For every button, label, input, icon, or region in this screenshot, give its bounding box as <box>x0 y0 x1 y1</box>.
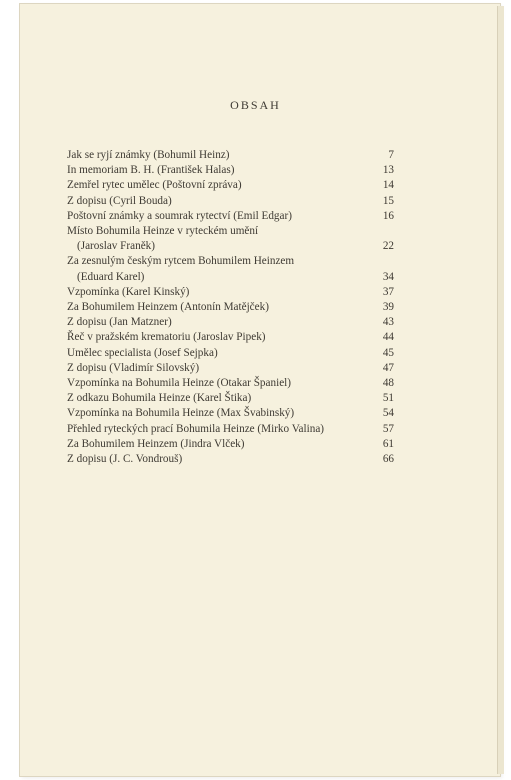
toc-entry-page: 43 <box>382 316 394 329</box>
toc-entry-title-continued: (Jaroslav Franěk) <box>77 240 155 253</box>
toc-entry-page: 39 <box>382 301 394 314</box>
toc-entry-title: Řeč v pražském krematoriu (Jaroslav Pipek) <box>67 331 266 344</box>
toc-entry <box>67 285 394 300</box>
toc-entry <box>67 209 394 224</box>
toc-entry-page: 54 <box>382 407 394 420</box>
toc-entry <box>67 315 394 330</box>
toc-entry-title: Jak se ryjí známky (Bohumil Heinz) <box>67 149 230 161</box>
toc-entry-page: 13 <box>382 164 394 177</box>
toc-entry <box>67 406 394 421</box>
toc-entry-page: 57 <box>382 422 394 435</box>
page-title: OBSAH <box>230 98 281 112</box>
toc-entry-title: Z dopisu (Cyril Bouda) <box>67 194 172 207</box>
toc-entry-title: Za Bohumilem Heinzem (Jindra Vlček) <box>67 437 245 450</box>
toc-entry <box>67 224 394 254</box>
toc-entry <box>67 452 394 467</box>
toc-entry-page: 44 <box>382 331 394 344</box>
toc-entry-title: Vzpomínka na Bohumila Heinze (Otakar Španiel) <box>67 377 291 390</box>
paper-edge <box>497 6 504 774</box>
toc-entry-title: Poštovní známky a soumrak rytectví (Emil Edgar) <box>67 209 292 222</box>
toc-entry-title-continued: (Eduard Karel) <box>77 270 145 283</box>
toc-entry <box>67 178 394 193</box>
toc-entry-title: Zemřel rytec umělec (Poštovní zpráva) <box>67 179 242 192</box>
toc-entry-page: 22 <box>382 240 394 253</box>
toc-entry-title-group <box>67 224 258 254</box>
toc-entry-title: In memoriam B. H. (František Halas) <box>67 164 235 177</box>
table-of-contents <box>67 148 394 467</box>
toc-entry <box>67 330 394 345</box>
toc-entry-title: Místo Bohumila Heinze v ryteckém umění <box>67 225 259 238</box>
toc-entry-title: Z dopisu (Vladimír Silovský) <box>67 361 200 374</box>
toc-entry-page: 14 <box>382 179 394 192</box>
toc-entry-title: Za zesnulým českým rytcem Bohumilem Heinzem <box>67 255 295 268</box>
toc-entry-page: 34 <box>382 270 394 283</box>
toc-entry-title: Vzpomínka (Karel Kinský) <box>67 285 190 298</box>
toc-entry <box>67 376 394 391</box>
toc-entry <box>67 300 394 315</box>
toc-entry <box>67 148 394 163</box>
toc-entry-title: Umělec specialista (Josef Sejpka) <box>67 346 218 359</box>
toc-entry-page: 37 <box>382 285 394 298</box>
toc-entry-page: 15 <box>382 194 394 207</box>
toc-entry-title: Z dopisu (J. C. Vondrouš) <box>67 453 183 466</box>
toc-entry-page: 7 <box>388 149 394 161</box>
toc-entry <box>67 194 394 209</box>
toc-entry <box>67 254 394 284</box>
toc-entry-title-group <box>67 254 294 284</box>
toc-entry <box>67 361 394 376</box>
toc-entry-page: 16 <box>382 209 394 222</box>
toc-entry-page: 66 <box>382 453 394 466</box>
toc-entry-title: Za Bohumilem Heinzem (Antonín Matějček) <box>67 301 269 314</box>
toc-entry <box>67 422 394 437</box>
toc-entry-page: 45 <box>382 346 394 359</box>
toc-entry-title: Přehled ryteckých prací Bohumila Heinze (Mirko Valina) <box>67 422 325 435</box>
toc-entry-page: 48 <box>382 377 394 390</box>
toc-entry-title: Z dopisu (Jan Matzner) <box>67 316 172 329</box>
toc-entry <box>67 163 394 178</box>
toc-entry <box>67 346 394 361</box>
toc-entry <box>67 391 394 406</box>
toc-entry-page: 61 <box>382 437 394 450</box>
toc-entry <box>67 437 394 452</box>
toc-entry-title: Vzpomínka na Bohumila Heinze (Max Švabinský) <box>67 407 295 420</box>
toc-entry-title: Z odkazu Bohumila Heinze (Karel Štika) <box>67 392 252 405</box>
toc-entry-page: 47 <box>382 361 394 374</box>
toc-entry-page: 51 <box>382 392 394 405</box>
